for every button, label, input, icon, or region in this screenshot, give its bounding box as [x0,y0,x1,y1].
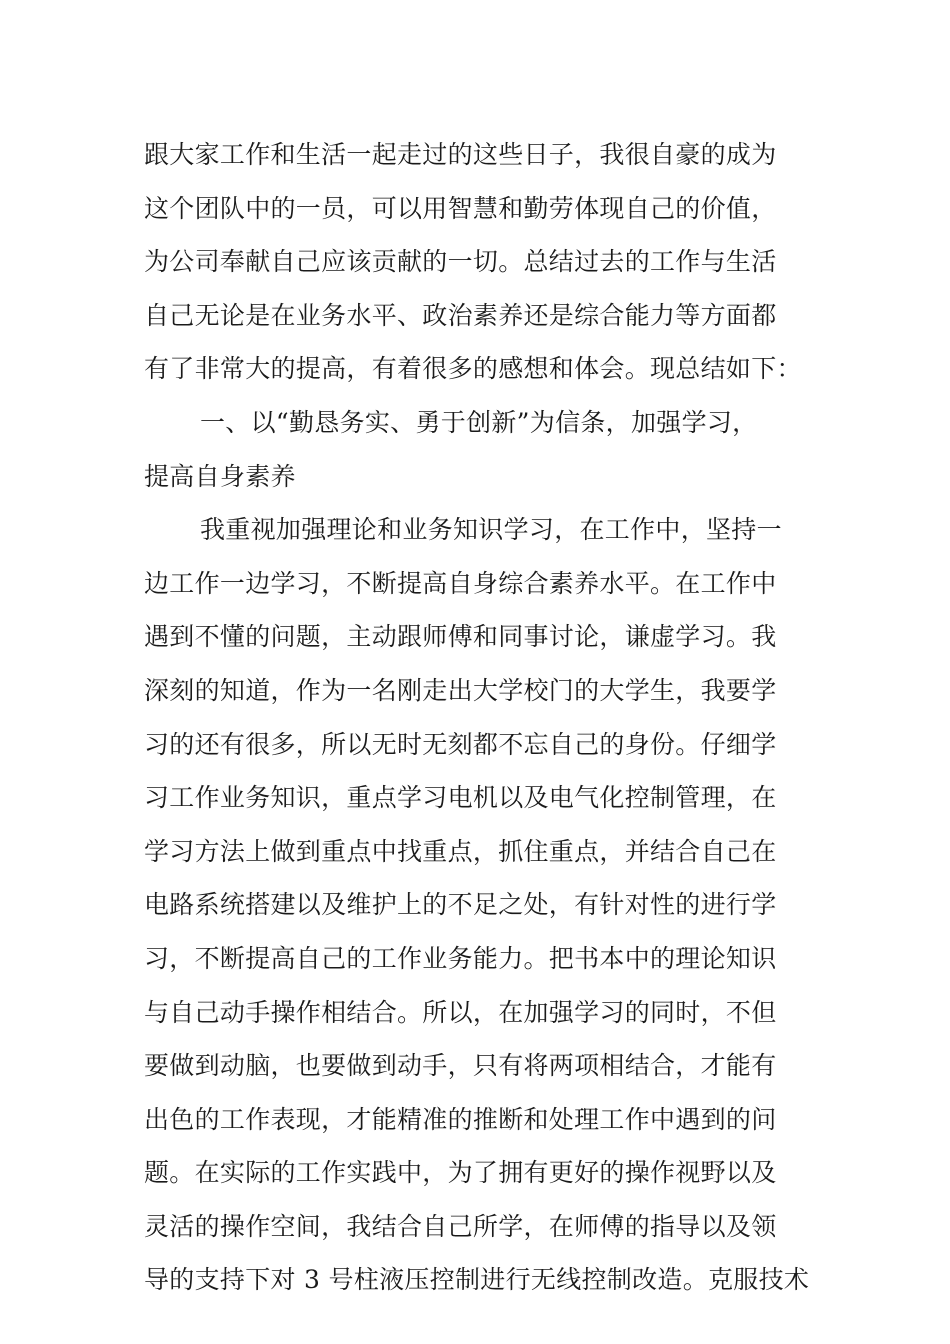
text-line: 题。在实际的工作实践中，为了拥有更好的操作视野以及 [144,1158,777,1188]
text-line: 习工作业务知识，重点学习电机以及电气化控制管理，在 [144,783,777,813]
text-line: 深刻的知道，作为一名刚走出大学校门的大学生，我要学 [144,675,777,705]
section-heading-line: 提高自身素养 [144,461,296,491]
text-line: 边工作一边学习，不断提高自身综合素养水平。在工作中 [144,568,777,598]
text-line: 电路系统搭建以及维护上的不足之处，有针对性的进行学 [144,890,777,920]
text-line: 出色的工作表现，才能精准的推断和处理工作中遇到的问 [144,1104,777,1134]
text-line: 遇到不懂的问题，主动跟师傅和同事讨论，谦虚学习。我 [144,622,777,652]
text-line: 为公司奉献自己应该贡献的一切。总结过去的工作与生活 [144,247,777,277]
text-line: 灵活的操作空间，我结合自己所学，在师傅的指导以及领 [144,1211,777,1241]
paragraph-first-line: 我重视加强理论和业务知识学习，在工作中，坚持一 [200,515,782,545]
text-line: 习，不断提高自己的工作业务能力。把书本中的理论知识 [144,943,777,973]
text-line: 有了非常大的提高，有着很多的感想和体会。现总结如下： [144,354,802,384]
text-line: 与自己动手操作相结合。所以，在加强学习的同时，不但 [144,997,777,1027]
text-line: 自己无论是在业务水平、政治素养还是综合能力等方面都 [144,300,777,330]
section-heading-line: 一、以“勤恳务实、勇于创新”为信条，加强学习， [200,407,758,437]
text-line: 习的还有很多，所以无时无刻都不忘自己的身份。仔细学 [144,729,777,759]
text-line: 这个团队中的一员，可以用智慧和勤劳体现自己的价值， [144,193,777,223]
text-line: 跟大家工作和生活一起走过的这些日子，我很自豪的成为 [144,140,777,169]
text-line: 要做到动脑，也要做到动手，只有将两项相结合，才能有 [144,1051,777,1081]
text-line: 导的支持下对 3 号柱液压控制进行无线控制改造。克服技术 [144,1265,810,1295]
body-text [144,128,809,1307]
text-line: 学习方法上做到重点中找重点，抓住重点，并结合自己在 [144,836,777,866]
